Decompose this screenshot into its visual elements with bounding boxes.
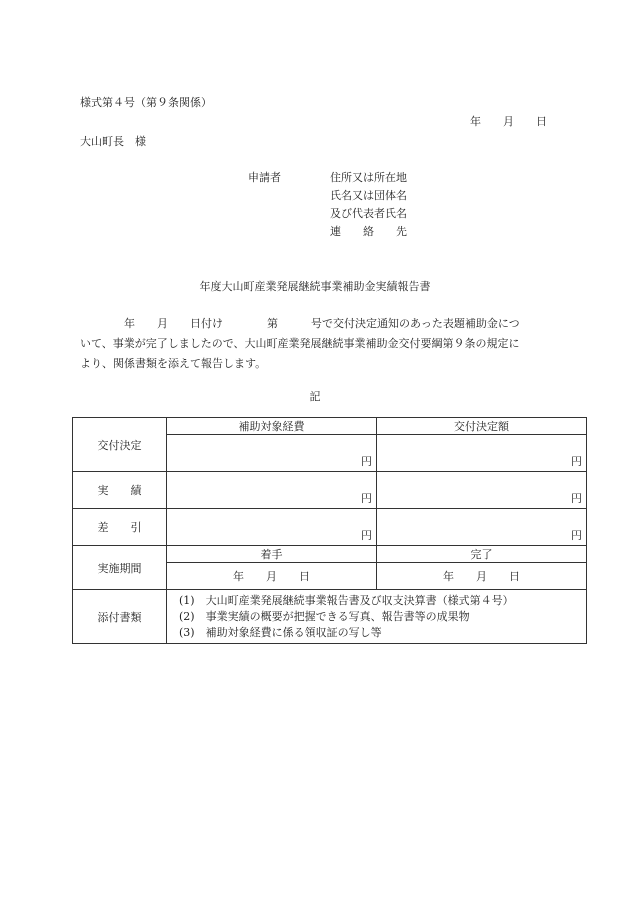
body-paragraph	[80, 314, 552, 374]
period-start-date[interactable]: 年 月 日	[167, 563, 377, 590]
row-label-decision: 交付決定	[73, 418, 167, 472]
applicant-name: 氏名又は団体名	[330, 189, 407, 202]
actual-amount-cell[interactable]: 円	[377, 472, 587, 509]
attachment-item-3: (3) 補助対象経費に係る領収証の写し等	[179, 625, 382, 639]
header-decision-amount: 交付決定額	[377, 418, 587, 435]
body-line-1: 年 月 日付け 第 号で交付決定通知のあった表題補助金につ	[80, 317, 520, 330]
form-number: 様式第４号（第９条関係）	[80, 96, 212, 109]
period-end-date[interactable]: 年 月 日	[377, 563, 587, 590]
row-label-period: 実施期間	[73, 546, 167, 590]
body-line-2: いて、事業が完了しましたので、大山町産業発展継続事業補助金交付要綱第９条の規定に	[80, 337, 520, 350]
applicant-address: 住所又は所在地	[330, 171, 407, 184]
row-label-diff: 差 引	[73, 509, 167, 546]
document-title: 年度大山町産業発展継続事業補助金実績報告書	[199, 280, 431, 293]
attachment-list	[167, 590, 587, 644]
period-start-label: 着手	[167, 546, 377, 563]
report-table	[72, 417, 587, 644]
ki-heading: 記	[309, 390, 321, 403]
applicant-contact: 連 絡 先	[330, 225, 407, 238]
recipient: 大山町長 様	[80, 135, 146, 148]
diff-cost-cell[interactable]: 円	[167, 509, 377, 546]
diff-amount-cell[interactable]: 円	[377, 509, 587, 546]
row-label-attach: 添付書類	[73, 590, 167, 644]
report-date: 年 月 日	[470, 115, 547, 128]
period-end-label: 完了	[377, 546, 587, 563]
actual-cost-cell[interactable]: 円	[167, 472, 377, 509]
attachment-item-2: (2) 事業実績の概要が把握できる写真、報告書等の成果物	[179, 609, 470, 623]
body-line-3: より、関係書類を添えて報告します。	[80, 357, 267, 370]
decision-cost-cell[interactable]: 円	[167, 435, 377, 472]
applicant-label: 申請者	[248, 171, 281, 184]
attachment-item-1: (1) 大山町産業発展継続事業報告書及び収支決算書（様式第４号）	[179, 593, 514, 607]
decision-amount-cell[interactable]: 円	[377, 435, 587, 472]
row-label-actual: 実 績	[73, 472, 167, 509]
applicant-representative: 及び代表者氏名	[330, 207, 407, 220]
header-subsidy-cost: 補助対象経費	[167, 418, 377, 435]
